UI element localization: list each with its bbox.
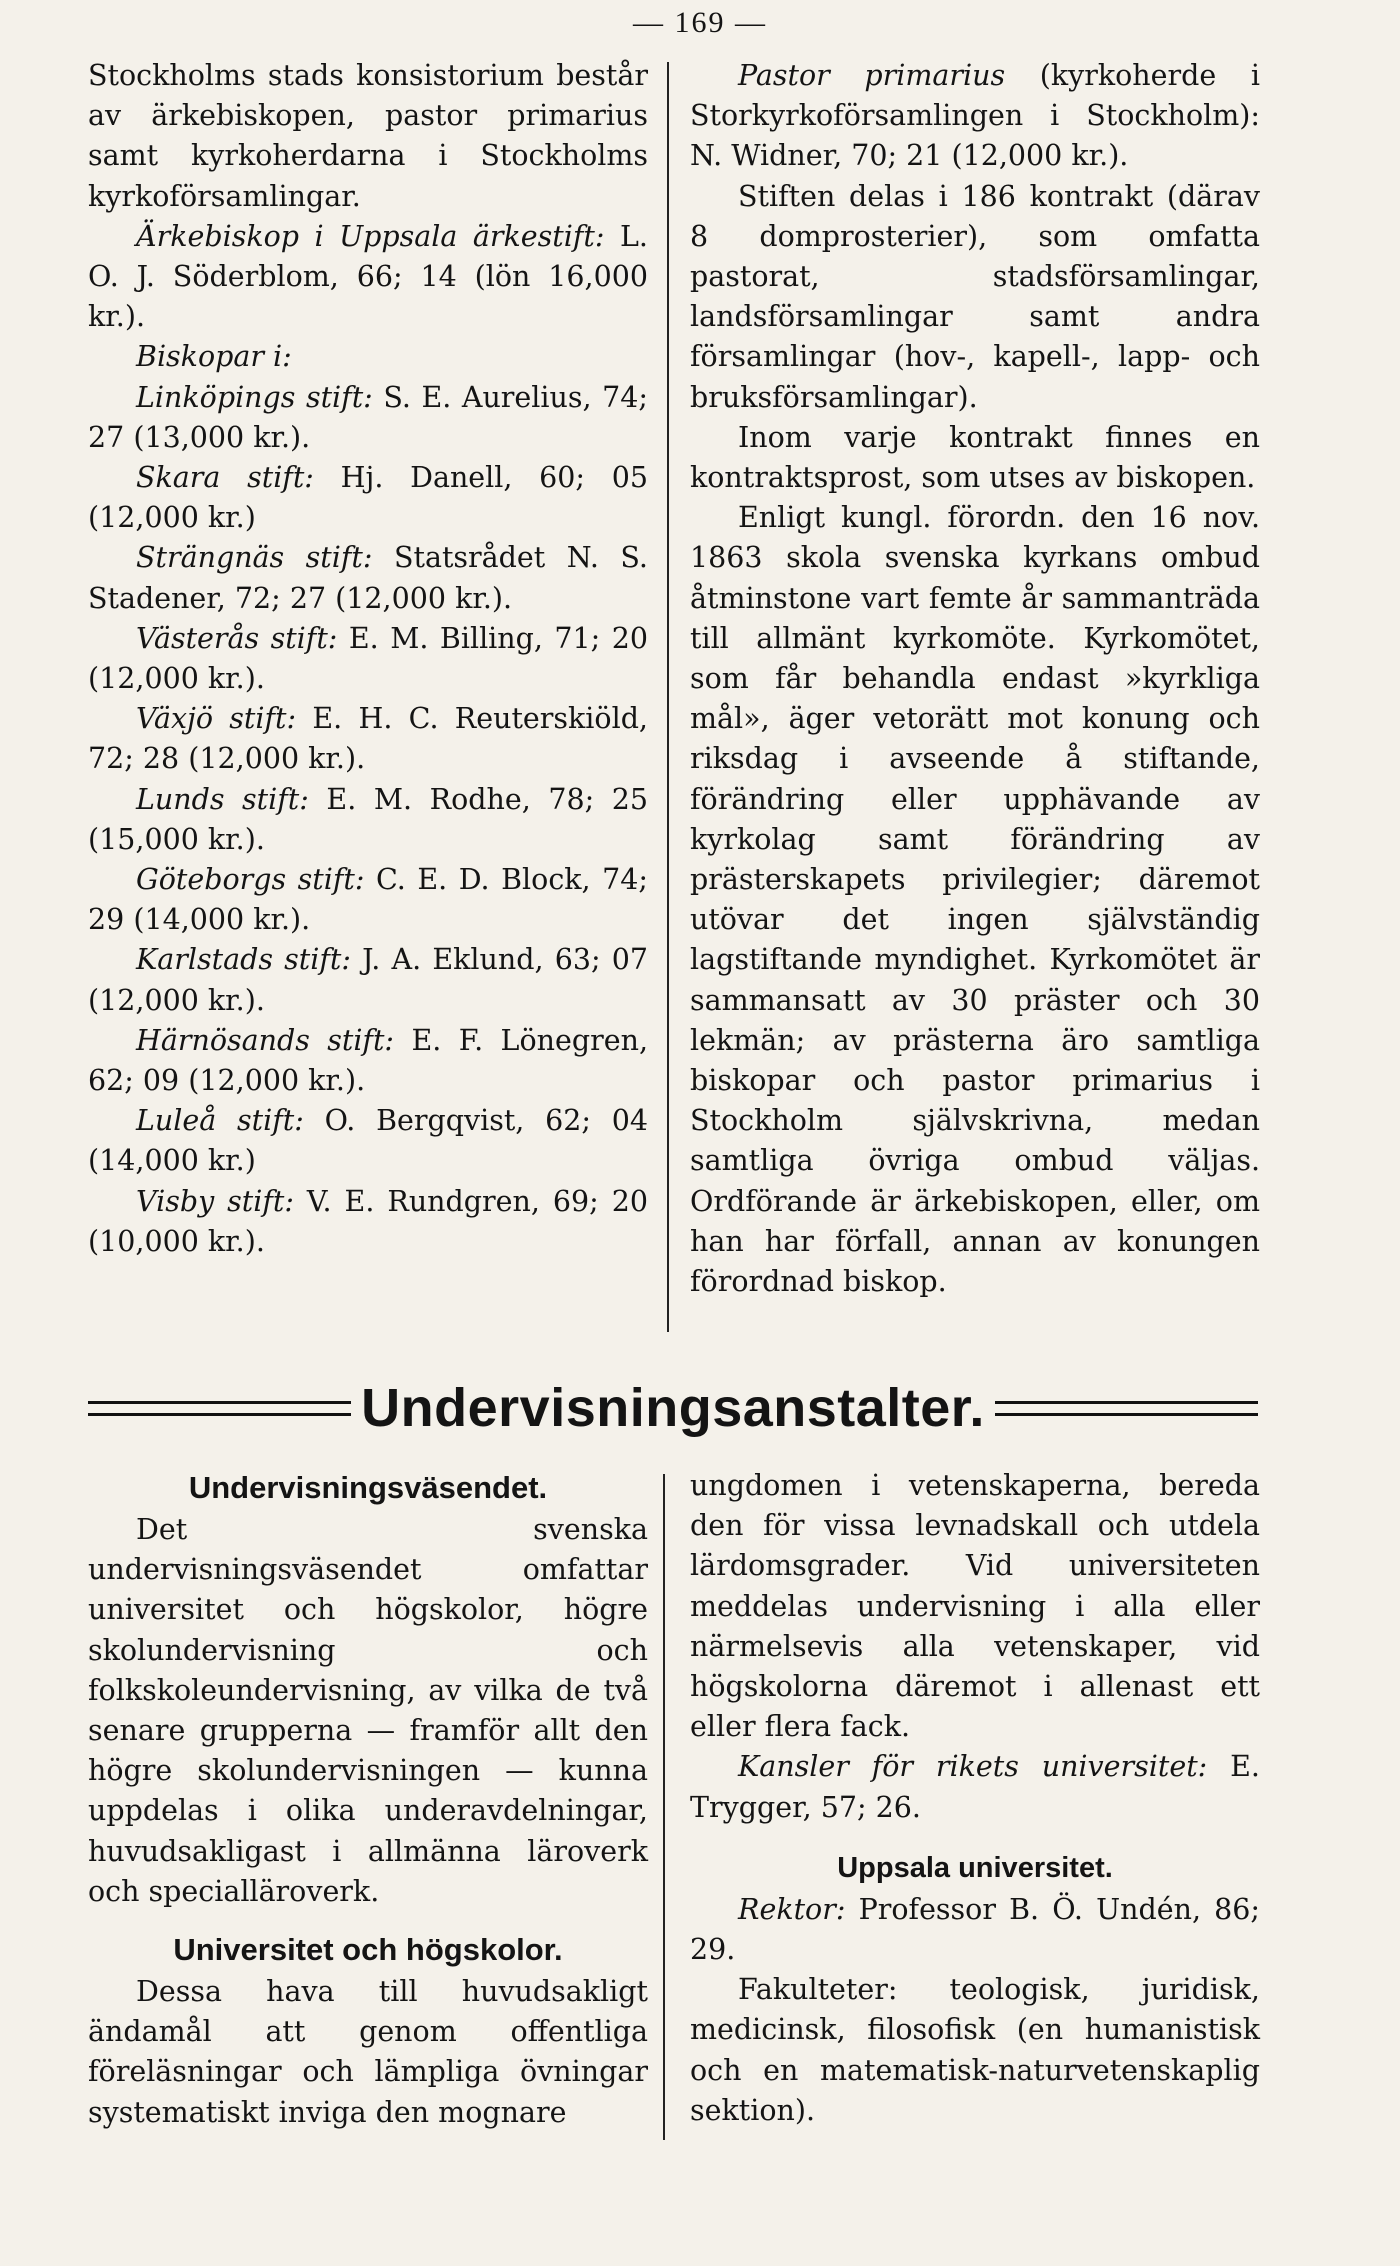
entry-label: Lunds stift: [136, 782, 309, 816]
entry-label: Visby stift: [136, 1184, 294, 1218]
paragraph: ungdomen i vetenskaperna, bereda den för vissa levnadskall och utdela lärdomsgrader. Vid universiteten meddelas undervisning i alla eller närmelsevis alla vetenskaper, vid högskolorna däremot i allenast ett eller flera fack. [690, 1469, 1260, 1744]
entry [88, 1021, 648, 1101]
page-number: — 169 — [633, 6, 767, 39]
entry [88, 217, 648, 338]
column-divider-bottom [663, 1474, 665, 2140]
entry-label: Strängnäs stift: [136, 541, 373, 575]
entry [88, 780, 648, 860]
entry-label: Härnösands stift: [136, 1023, 395, 1057]
paragraph: Stockholms stads konsistorium består av ärkebiskopen, pastor primarius samt kyrkoherdarna i Stockholms kyrkoförsamlingar. [88, 59, 648, 213]
column-divider-top [667, 62, 669, 1332]
paragraph: Inom varje kontrakt finnes en kontraktsprost, som utses av biskopen. [690, 420, 1260, 495]
entry [88, 619, 648, 699]
entry [88, 940, 648, 1020]
entry-label: Skara stift: [136, 461, 314, 495]
entry [88, 378, 648, 458]
entry [690, 1747, 1260, 1827]
section-title: Undervisningsanstalter. [361, 1378, 985, 1438]
entry-label: Biskopar i: [136, 340, 292, 374]
entry-label: Västerås stift: [136, 621, 338, 655]
top-right-column [690, 56, 1260, 1302]
entry-label: Linköpings stift: [136, 380, 373, 414]
subheading-undervisningsvasendet: Undervisningsväsendet. [188, 1470, 548, 1505]
paragraph: Dessa hava till huvudsakligt ändamål att genom offentliga föreläsningar och lämpliga övningar systematiskt inviga den mognare [88, 1975, 648, 2129]
entry [690, 1890, 1260, 1970]
subheading-universitet: Universitet och högskolor. [173, 1932, 563, 1968]
entry-text: S. E. Aurelius, 74; 27 (13,000 kr.). [88, 380, 648, 454]
section-header [88, 1378, 1258, 1438]
paragraph: Stiften delas i 186 kontrakt (därav 8 domprosterier), som omfatta pastorat, stadsförsamlingar, landsförsamlingar samt andra församlingar (hov-, kapell-, lapp- och bruksförsamlingar). [690, 179, 1260, 414]
bottom-left-column [88, 1466, 648, 2133]
entry [88, 458, 648, 538]
entry [88, 699, 648, 779]
entry-label: Göteborgs stift: [136, 863, 365, 897]
paragraph: Enligt kungl. förordn. den 16 nov. 1863 skola svenska kyrkans ombud åtminstone vart femte år sammanträda till allmänt kyrkomöte. Kyrkomötet, som får behandla endast »kyrkliga mål», äger vetorätt mot konung och riksdag i avseende å stiftande, förändring eller upphävande av kyrkolag samt förändring av prästerskapets privilegier; däremot utövar det ingen självständig lagstiftande myndighet. Kyrkomötet är sammansatt av 30 präster och 30 lekmän; av prästerna äro samtliga biskopar och pastor primarius i Stockholm självskrivna, medan samtliga övriga ombud väljas. Ordförande är ärkebiskopen, eller, om han har förfall, annan av konungen förordnad biskop. [690, 501, 1260, 1299]
entry-text: O. Bergqvist, 62; 04 (14,000 kr.) [88, 1104, 648, 1178]
entry-text: E. F. Lönegren, 62; 09 (12,000 kr.). [88, 1023, 649, 1098]
entry-text: V. E. Rundgren, 69; 20 (10,000 kr.). [88, 1184, 648, 1258]
entry [88, 1182, 648, 1262]
entry-text: Professor B. Ö. Undén, 86; 29. [690, 1892, 1260, 1967]
entry-text: E. M. Billing, 71; 20 (12,000 kr.). [88, 621, 649, 696]
subheading-uppsala: Uppsala universitet. [837, 1851, 1113, 1884]
entry-label: Luleå stift: [136, 1104, 304, 1138]
double-rule-right [995, 1401, 1258, 1416]
entry [88, 538, 648, 618]
entry-text: C. E. D. Block, 74; 29 (14,000 kr.). [88, 863, 648, 937]
entry-label: Kansler för rikets universitet: [738, 1750, 1208, 1784]
top-left-column [88, 56, 648, 1262]
entry-label: Rektor: [738, 1892, 846, 1926]
entry-text: Statsrådet N. S. Stadener, 72; 27 (12,000 kr.). [88, 541, 648, 615]
entry [88, 337, 648, 377]
bottom-right-column [690, 1466, 1260, 2131]
paragraph: Fakulteter: teologisk, juridisk, medicinsk, filosofisk (en humanistisk och en matematisk-naturvetenskaplig sektion). [690, 1973, 1260, 2127]
entry-label: Växjö stift: [136, 702, 297, 736]
entry-text: E. M. Rodhe, 78; 25 (15,000 kr.). [88, 782, 648, 856]
entry-label: Pastor primarius [738, 59, 1006, 92]
entry [88, 860, 648, 940]
entry-text: Hj. Danell, 60; 05 (12,000 kr.) [88, 461, 649, 535]
double-rule-left [88, 1401, 351, 1416]
entry [690, 56, 1260, 177]
entry-label: Karlstads stift: [136, 943, 351, 977]
entry-label: Ärkebiskop i Uppsala ärkestift: [136, 219, 605, 253]
entry-text: E. Trygger, 57; 26. [690, 1750, 1260, 1824]
entry-text: (kyrkoherde i Storkyrkoförsamlingen i Stockholm): N. Widner, 70; 21 (12,000 kr.). [690, 59, 1260, 173]
entry-text: J. A. Eklund, 63; 07 (12,000 kr.). [88, 943, 648, 1017]
paragraph: Det svenska undervisningsväsendet omfattar universitet och högskolor, högre skolundervisning och folkskoleundervisning, av vilka de två senare grupperna — framför allt den högre skolundervisningen — kunna uppdelas i olika underavdelningar, huvudsakligast i allmänna läroverk och specialläroverk. [88, 1513, 648, 1908]
entry-text: E. H. C. Reuterskiöld, 72; 28 (12,000 kr.). [88, 702, 648, 776]
entry-text: L. O. J. Söderblom, 66; 14 (lön 16,000 kr.). [88, 219, 648, 334]
entry [88, 1101, 648, 1181]
